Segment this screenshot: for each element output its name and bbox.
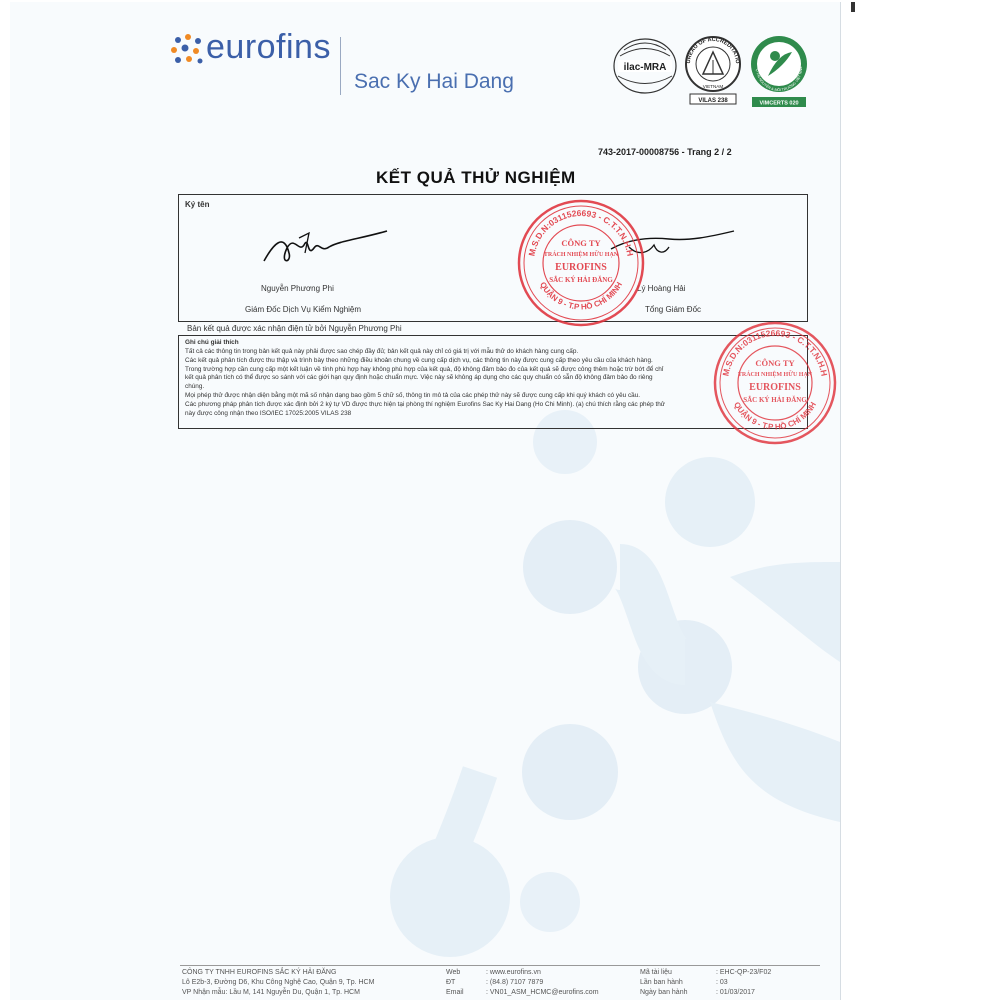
note-line: Tất cả các thông tin trong bản kết quả này phải được sao chép đầy đủ; bản kết quả này chỉ có giá trị với mẫu thử do khách hàng cung cấp. [185,348,579,355]
brand-name: eurofins [206,28,331,66]
vilas-badge [678,34,748,108]
note-line: này được công nhận theo ISO/IEC 17025:2005 VILAS 238 [185,409,352,417]
signature-heading: Ký tên [185,200,210,209]
right-signer-name: Lý Hoàng Hải [637,284,686,293]
footer-office: VP Nhận mẫu: Lầu M, 141 Nguyễn Du, Quận 1, Tp. HCM [182,989,360,996]
left-signer-title: Giám Đốc Dịch Vụ Kiểm Nghiệm [245,305,362,314]
partial-seal-stamp [710,318,840,448]
svg-text:SẮC KÝ HẢI ĐĂNG: SẮC KÝ HẢI ĐĂNG [549,276,613,284]
footer-divider [180,965,820,966]
ilac-text: ilac-MRA [623,62,667,73]
note-line: kết quả phân tích có thể được so sánh với các giới hạn quy định hoặc chuẩn mực. Việc này sẽ không áp dụng cho các quy chuẩn có sẵn độ không đảm bảo đo riêng [185,374,653,382]
page-title: KẾT QUẢ THỬ NGHIỆM [376,168,576,187]
svg-text:BUREAU OF ACCREDITATION: UREAU OF ACCREDITATIO [685,36,741,64]
footer-phone-label: ĐT [446,979,456,986]
svg-text:TRÁCH NHIỆM HỮU HẠN: TRÁCH NHIỆM HỮU HẠN [543,252,619,258]
footer-email-value: : VN01_ASM_HCMC@eurofins.com [486,989,599,996]
note-line: Trong trường hợp cần cung cấp một kết luận về tính phù hợp hay không phù hợp của kết quả, độ không đảm bảo đo của kết quả sẽ được công thêm hoặc trừ bớt để chỉ [185,365,664,373]
signature-left-icon [259,223,399,273]
svg-text:QUẬN 9 - T.P HỒ CHÍ MINH: QUẬN 9 - T.P HỒ CHÍ MINH [538,280,624,312]
electronic-verification-note: Bản kết quả được xác nhận điện tử bởi Nguyễn Phương Phi [187,324,402,333]
left-signer-name: Nguyễn Phương Phi [261,284,334,293]
eurofins-logo-icon [168,32,208,72]
svg-text:EUROFINS: EUROFINS [555,262,607,273]
svg-text:SẮC KÝ HẢI ĐĂNG: SẮC KÝ HẢI ĐĂNG [743,396,807,404]
footer-phone-value: : (84.8) 7107 7879 [486,979,544,986]
company-seal-stamp [516,198,646,328]
right-signer-title: Tổng Giám Đốc [645,305,702,314]
footer-issue-date-value: : 01/03/2017 [716,989,755,996]
svg-text:QUẬN 9 - T.P HỒ CHÍ MINH: QUẬN 9 - T.P HỒ CHÍ MINH [732,400,818,432]
footer-company: CÔNG TY TNHH EUROFINS SẮC KÝ HẢI ĐĂNG [182,969,337,976]
notes-heading: Ghi chú giải thích [185,339,239,346]
note-line: Mọi phép thử được nhận diện bằng một mã số nhận dạng bao gồm 5 chữ số, thông tin mô tả của các phép thử này sẽ được cung cấp khi quý khách có yêu cầu. [185,391,641,399]
svg-text:CÔNG TY: CÔNG TY [561,238,601,248]
vilas-text: VILAS 238 [698,98,728,104]
footer-issue-date-label: Ngày ban hành [640,989,688,996]
footer-web-label: Web [446,969,461,976]
sub-brand-name: Sac Ky Hai Dang [354,70,514,93]
svg-text:VIETNAM: VIETNAM [702,84,724,89]
footer-doc-code-label: Mã tài liệu [640,969,672,976]
footer-edition-value: : 03 [716,979,728,986]
vimcerts-text: VIMCERTS 020 [759,100,799,107]
footer-web-value: : www.eurofins.vn [486,969,541,976]
vimcerts-badge [748,34,810,110]
footer-doc-code-value: : EHC-QP-23/F02 [716,969,772,976]
note-line: chúng. [185,383,205,391]
footer-edition-label: Lần ban hành [640,979,683,986]
svg-text:BỘ TÀI NGUYÊN & MÔI TRƯỜNG VIỆ: Ộ TÀI NGUYÊN & MÔI TRƯỜNG VIỆT NAM [754,66,804,93]
page-edge-mark [851,2,855,12]
ilac-mra-badge [610,36,680,98]
note-line: Các phương pháp phân tích được xác định bởi 2 ký tự VD được thực hiện tại phòng thí nghiệm Eurofins Sac Ky Hai Dang (Ho Chi Minh). (a) chú thích rằng các phép thử [185,400,666,408]
svg-text:CÔNG TY: CÔNG TY [755,358,795,368]
footer-address: Lô E2b-3, Đường D6, Khu Công Nghệ Cao, Quận 9, Tp. HCM [182,979,375,986]
footer-email-label: Email [446,989,464,996]
document-page [10,2,841,1000]
note-line: Các kết quả phân tích được thu thập và trình bày theo những điều khoản chung về cung cấp dịch vụ, các thông tin này được cung cấp theo yêu cầu của khách hàng. [185,356,653,364]
svg-text:M.S.D.N:0311526693 - C.T.T.N.H: M.S.D.N:0311526693 - C.T.T.N.H.H [720,327,830,377]
svg-text:EUROFINS: EUROFINS [749,382,801,393]
svg-text:TRÁCH NHIỆM HỮU HẠN: TRÁCH NHIỆM HỮU HẠN [737,372,813,378]
document-id: 743-2017-00008756 - Trang 2 / 2 [598,147,732,157]
logo-divider [340,37,341,95]
signature-box [178,194,808,322]
notes-list [185,348,800,418]
svg-text:M.S.D.N:0311526693 - C.T.T.N.H: M.S.D.N:0311526693 - C.T.T.N.H.H [526,207,636,257]
